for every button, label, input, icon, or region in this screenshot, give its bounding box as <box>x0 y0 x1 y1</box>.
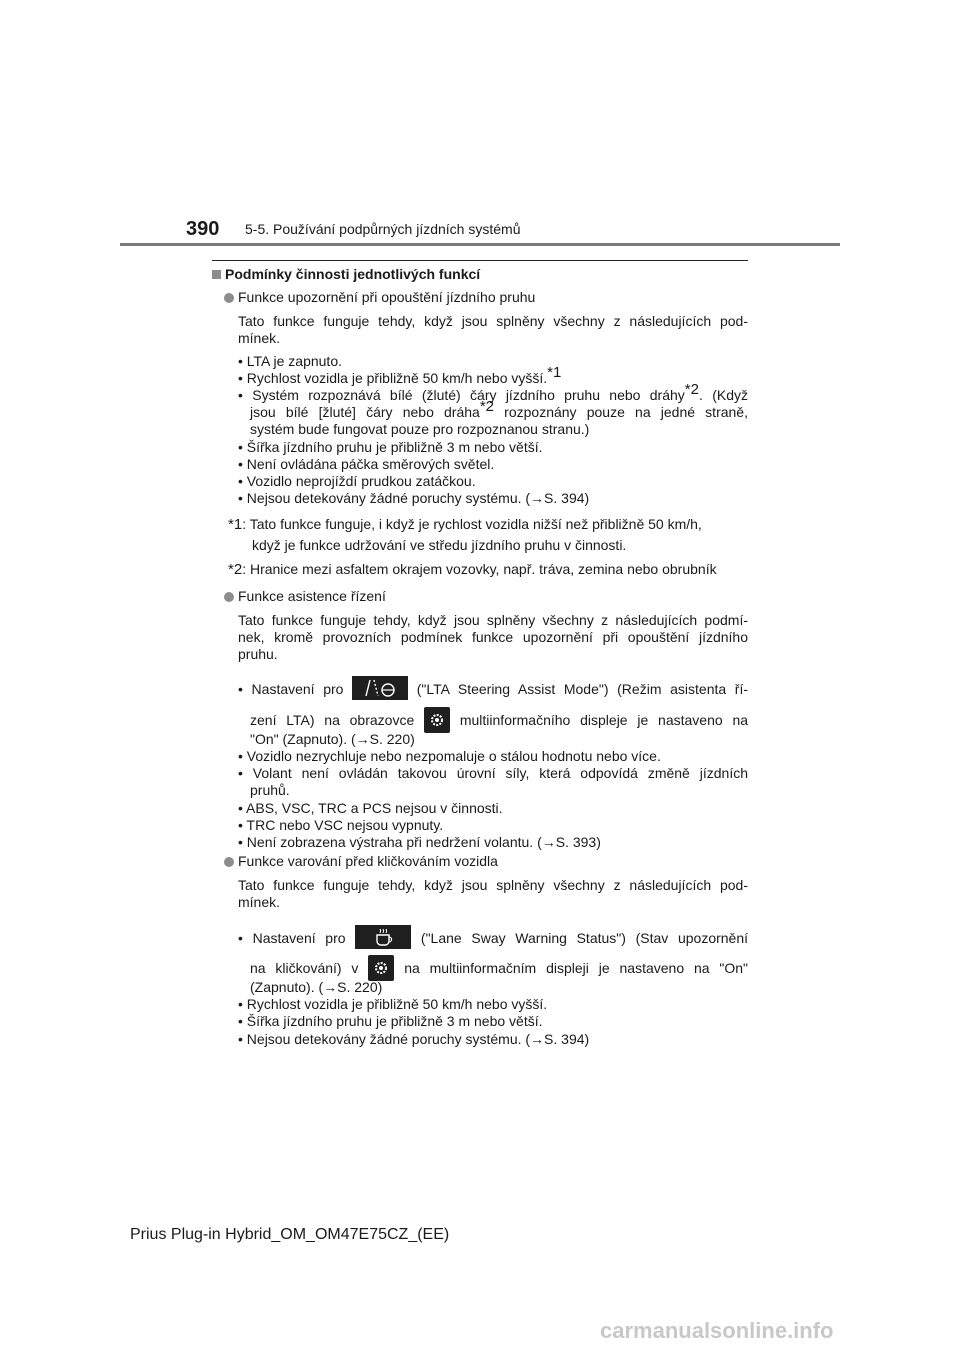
steering-assist-icon <box>352 676 408 700</box>
list-item: • LTA je zapnuto. <box>238 353 343 369</box>
square-bullet-icon <box>212 270 221 279</box>
watermark: carmanualsonline.info <box>600 1318 834 1343</box>
sway-warning-intro-line1: Tato funkce funguje tehdy, když jsou splněny všechny z následujících pod- <box>238 877 748 893</box>
list-item: • Nastavení pro ("Lane Sway Warning Status") (Stav upozornění <box>238 925 748 949</box>
lane-departure-intro-line2: mínek. <box>238 330 281 346</box>
list-item: • Není ovládána páčka směrových světel. <box>238 456 495 472</box>
list-item-continuation: pruhů. <box>250 782 290 798</box>
sway-warning-title: Funkce varování před kličkováním vozidla <box>224 853 498 870</box>
list-item-continuation: systém bude fungovat pouze pro rozpoznanou stranu.) <box>250 421 590 437</box>
gear-icon <box>424 707 450 733</box>
round-bullet-icon <box>224 293 234 303</box>
header-divider <box>120 243 840 246</box>
gear-icon <box>368 955 394 981</box>
section-title: 5-5. Používání podpůrných jízdních systémů <box>245 221 521 237</box>
footnote-1: *1: Tato funkce funguje, i když je rychlost vozidla nižší než přibližně 50 km/h, <box>228 516 702 533</box>
main-heading: Podmínky činnosti jednotlivých funkcí <box>212 266 480 283</box>
list-item: • Nejsou detekovány žádné poruchy systému. (→S. 394) <box>238 490 590 506</box>
sway-warning-intro-line2: mínek. <box>238 894 281 910</box>
list-item: • TRC nebo VSC nejsou vypnuty. <box>238 817 444 833</box>
list-item: • Šířka jízdního pruhu je přibližně 3 m nebo větší. <box>238 1013 543 1029</box>
steering-assist-intro-line3: pruhu. <box>238 646 278 662</box>
steering-assist-title: Funkce asistence řízení <box>224 588 386 605</box>
list-item: • Rychlost vozidla je přibližně 50 km/h nebo vyšší. <box>238 996 548 1012</box>
list-item: • Vozidlo neprojíždí prudkou zatáčkou. <box>238 473 476 489</box>
coffee-cup-icon <box>355 925 411 949</box>
list-item: • Systém rozpoznává bílé (žluté) čáry jízdního pruhu nebo dráhy$^{*2}$. (Když <box>238 381 748 403</box>
list-item-continuation: na kličkování) v na multiinformačním displeji je nastaveno na "On" <box>250 955 748 981</box>
list-item: • Není zobrazena výstraha při nedržení volantu. (→S. 393) <box>238 834 601 850</box>
footnote-2: *2: Hranice mezi asfaltem okrajem vozovky, např. tráva, zemina nebo obrubník <box>228 561 717 578</box>
footnote-ref: *2 <box>684 381 699 398</box>
list-item-continuation: (Zapnuto). (→S. 220) <box>250 979 383 995</box>
list-item-continuation: jsou bílé [žluté] čáry nebo dráha$^{*2}$ rozpoznány pouze na jedné straně, <box>250 398 748 420</box>
heading-divider <box>212 260 748 261</box>
lane-departure-intro-line1: Tato funkce funguje tehdy, když jsou splněny všechny z následujících pod- <box>238 313 748 329</box>
list-item: • Volant není ovládán takovou úrovní síly, která odpovídá změně jízdních <box>238 765 748 781</box>
list-item: • Šířka jízdního pruhu je přibližně 3 m nebo větší. <box>238 439 543 455</box>
footnote-ref: *2 <box>479 398 495 415</box>
footnote-ref: *1 <box>547 364 562 381</box>
steering-assist-intro-line2: nek, kromě provozních podmínek funkce upozornění při opouštění jízdního <box>238 629 748 645</box>
steering-assist-intro-line1: Tato funkce funguje tehdy, když jsou splněny všechny z následujících podmí- <box>238 612 748 628</box>
list-item: • ABS, VSC, TRC a PCS nejsou v činnosti. <box>238 800 503 816</box>
footnote-1-continuation: když je funkce udržování ve středu jízdního pruhu v činnosti. <box>252 537 627 553</box>
list-item: • Rychlost vozidla je přibližně 50 km/h nebo vyšší.$^{*1}$ <box>238 364 562 386</box>
list-item-continuation: zení LTA) na obrazovce multiinformačního displeje je nastaveno na <box>250 707 748 733</box>
list-item: • Nastavení pro ("LTA Steering Assist Mode") (Režim asistenta ří- <box>238 676 748 700</box>
list-item: • Vozidlo nezrychluje nebo nezpomaluje o stálou hodnotu nebo více. <box>238 748 661 764</box>
list-item: • Nejsou detekovány žádné poruchy systému. (→S. 394) <box>238 1031 590 1047</box>
list-item-continuation: "On" (Zapnuto). (→S. 220) <box>250 731 415 747</box>
lane-departure-title: Funkce upozornění při opouštění jízdního pruhu <box>224 289 535 306</box>
round-bullet-icon <box>224 857 234 867</box>
document-footer: Prius Plug-in Hybrid_OM_OM47E75CZ_(EE) <box>130 1226 450 1243</box>
page-number: 390 <box>186 218 220 240</box>
round-bullet-icon <box>224 592 234 602</box>
